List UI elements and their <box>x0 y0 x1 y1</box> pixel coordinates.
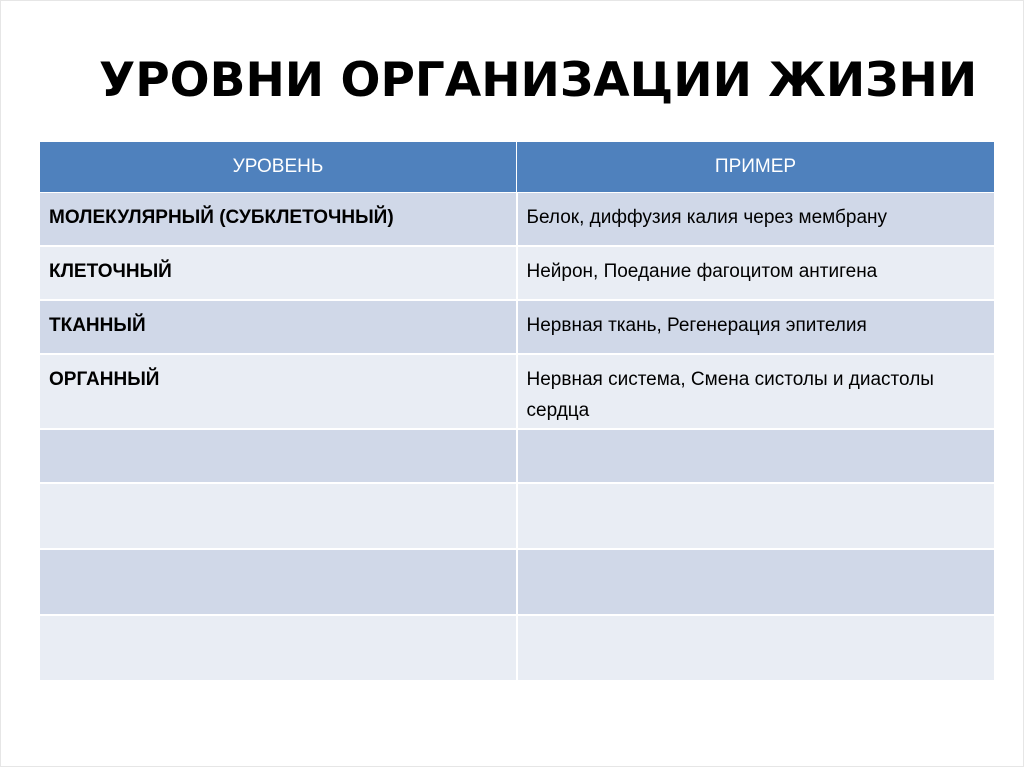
level-cell: ТКАННЫЙ <box>40 300 517 354</box>
table-header-row <box>40 142 995 193</box>
example-cell <box>517 483 995 549</box>
example-cell: Нервная система, Смена систолы и диастолы сердца <box>517 354 995 429</box>
example-cell <box>517 615 995 681</box>
slide-title: УРОВНИ ОРГАНИЗАЦИИ ЖИЗНИ <box>99 53 978 108</box>
level-cell: КЛЕТОЧНЫЙ <box>40 246 517 300</box>
example-cell: Нервная ткань, Регенерация эпителия <box>517 300 995 354</box>
level-cell: ОРГАННЫЙ <box>40 354 517 429</box>
example-cell <box>517 429 995 483</box>
header-level: УРОВЕНЬ <box>40 142 517 193</box>
table-row <box>40 483 995 549</box>
level-cell: МОЛЕКУЛЯРНЫЙ (СУБКЛЕТОЧНЫЙ) <box>40 193 517 247</box>
level-cell <box>40 549 517 615</box>
level-cell <box>40 483 517 549</box>
table-row <box>40 300 995 354</box>
table-row <box>40 549 995 615</box>
example-cell: Белок, диффузия калия через мембрану <box>517 193 995 247</box>
levels-table <box>39 141 996 682</box>
example-cell <box>517 549 995 615</box>
table-row <box>40 246 995 300</box>
header-example: ПРИМЕР <box>517 142 995 193</box>
example-cell: Нейрон, Поедание фагоцитом антигена <box>517 246 995 300</box>
level-cell <box>40 429 517 483</box>
table-row <box>40 429 995 483</box>
table-row <box>40 615 995 681</box>
table-row <box>40 354 995 429</box>
table-row <box>40 193 995 247</box>
level-cell <box>40 615 517 681</box>
